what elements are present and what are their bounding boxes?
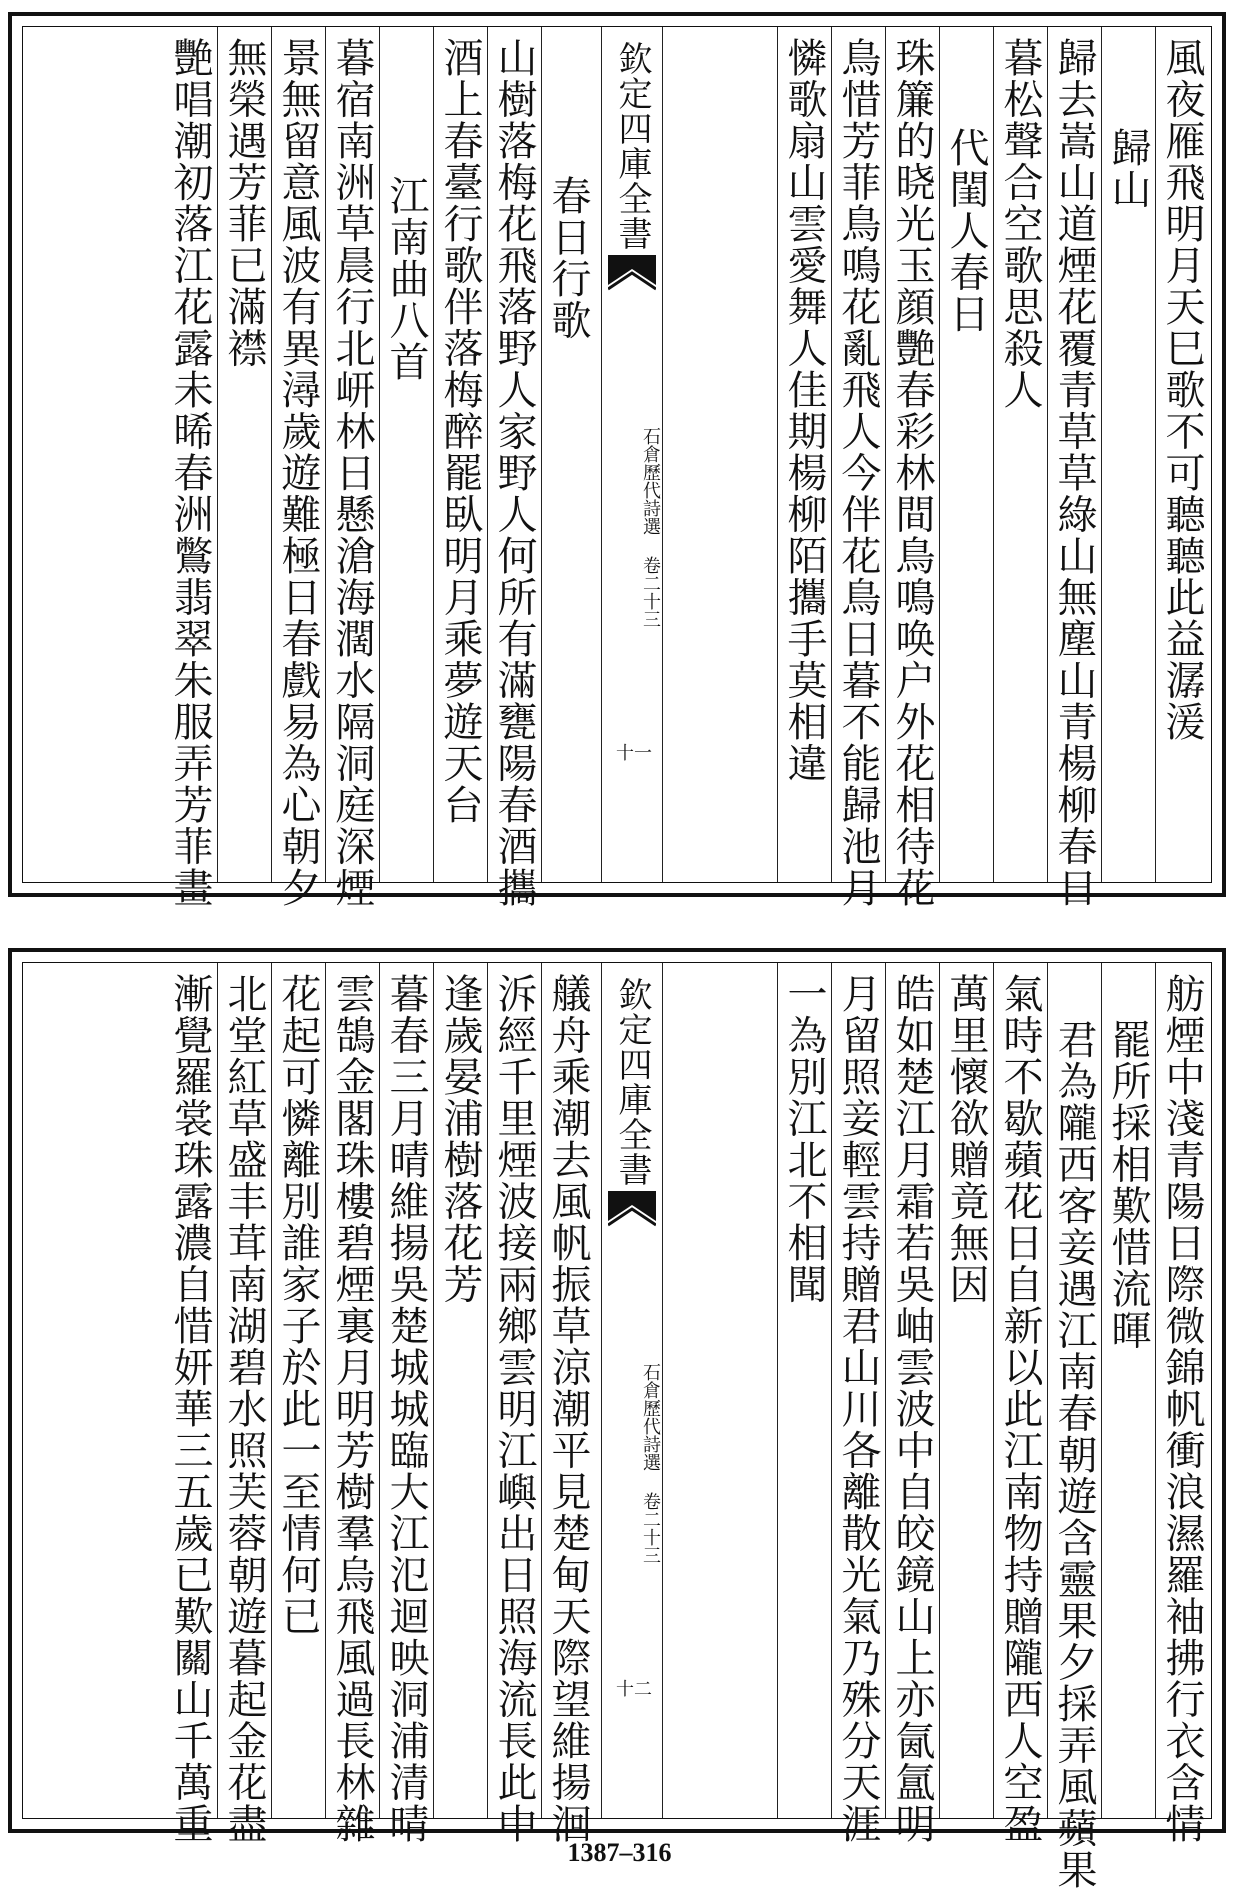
text-column: 月留照妾輕雲持贈君山川各離散光氣乃殊分天涯 bbox=[831, 963, 885, 1818]
text-column: 艷唱潮初落江花露未晞春洲鷩翡翠朱服弄芳菲畫 bbox=[167, 37, 213, 909]
volume-label: 卷二十三 bbox=[640, 556, 661, 628]
text-column: 山樹落梅花飛落野人家野人何所有滿甕陽春酒攜 bbox=[487, 27, 541, 882]
text-column: 代閨人春日 bbox=[939, 27, 993, 882]
collection-title: 欽定四庫全書 bbox=[612, 41, 652, 251]
book-title: 石倉歷代詩選 bbox=[640, 427, 661, 535]
text-column: 暮春三月晴維揚吳楚城城臨大江氾迴映洞浦清晴 bbox=[379, 963, 433, 1818]
text-column: 歸去嵩山道煙花覆青草草綠山無塵山青楊柳春日 bbox=[1047, 27, 1101, 882]
text-column: 酒上春臺行歌伴落梅醉罷臥明月乘夢遊天台 bbox=[433, 27, 487, 882]
text-column: 春日行歌 bbox=[541, 27, 595, 882]
text-column: 漸覺羅裳珠露濃自惜妍華三五歲已歎關山千萬重 bbox=[167, 973, 213, 1845]
leaf-number: 十一 bbox=[616, 743, 652, 764]
book-title: 石倉歷代詩選 bbox=[640, 1363, 661, 1471]
text-column: 珠簾的晓光玉顔艷春彩林間鳥鳴唤户外花相待花 bbox=[885, 27, 939, 882]
text-column: 風夜雁飛明月天巳歌不可聽聽此益潺湲 bbox=[1155, 27, 1209, 882]
text-column: 君為隴西客妾遇江南春朝遊含靈果夕採弄風蘋果 bbox=[1047, 963, 1101, 1818]
text-column: 氣時不歇蘋花日自新以此江南物持贈隴西人空盈 bbox=[993, 963, 1047, 1818]
book-and-volume bbox=[602, 1363, 662, 1564]
text-column: 罷所採相歎惜流暉 bbox=[1101, 963, 1155, 1818]
center-fold-column bbox=[601, 27, 663, 882]
text-column: 舫煙中淺青陽日際微錦帆衝浪濕羅袖拂行衣含情 bbox=[1155, 963, 1209, 1818]
top-page-block bbox=[8, 12, 1226, 909]
center-fold-column bbox=[601, 963, 663, 1818]
text-column: 無榮遇芳菲已滿襟 bbox=[217, 27, 271, 882]
leaf-number: 十二 bbox=[616, 1679, 652, 1700]
text-column: 鳥惜芳菲鳥鳴花亂飛人今伴花鳥日暮不能歸池月 bbox=[831, 27, 885, 882]
text-column: 歸山 bbox=[1101, 27, 1155, 882]
text-column: 景無留意風波有異潯歲遊難極日春戲易為心朝夕 bbox=[271, 27, 325, 882]
text-column: 皓如楚江月霜若吳岫雲波中自皎鏡山上亦氤氲明 bbox=[885, 963, 939, 1818]
text-column: 北堂紅草盛丰茸南湖碧水照芙蓉朝遊暮起金花盡 bbox=[217, 963, 271, 1818]
text-column: 花起可憐離別誰家子於此一至情何已 bbox=[271, 963, 325, 1818]
text-column: 泝經千里煙波接兩鄉雲明江嶼出日照海流長此中 bbox=[487, 963, 541, 1818]
text-column: 艤舟乘潮去風帆振草涼潮平見楚甸天際望維揚洄 bbox=[541, 963, 595, 1818]
fishtail-mark-icon bbox=[608, 255, 656, 295]
text-column: 雲鵠金閣珠樓碧煙裏月明芳樹羣烏飛風過長林雜 bbox=[325, 963, 379, 1818]
text-column: 憐歌扇山雲愛舞人佳期楊柳陌攜手莫相違 bbox=[777, 27, 831, 882]
fishtail-mark-icon bbox=[608, 1191, 656, 1231]
text-column: 江南曲八首 bbox=[379, 27, 433, 882]
text-column: 萬里懷欲贈竟無因 bbox=[939, 963, 993, 1818]
volume-label: 卷二十三 bbox=[640, 1492, 661, 1564]
collection-title: 欽定四庫全書 bbox=[612, 977, 652, 1187]
top-page-frame bbox=[22, 26, 1212, 909]
text-column: 暮宿南洲草晨行北岍林日懸滄海濶水隔洞庭深煙 bbox=[325, 27, 379, 882]
text-column: 暮松聲合空歌思殺人 bbox=[993, 27, 1047, 882]
page-number: 1387–316 bbox=[567, 1838, 672, 1867]
text-column: 逢歲晏浦樹落花芳 bbox=[433, 963, 487, 1818]
book-and-volume bbox=[602, 427, 662, 628]
text-column: 一為別江北不相聞 bbox=[777, 963, 831, 1818]
